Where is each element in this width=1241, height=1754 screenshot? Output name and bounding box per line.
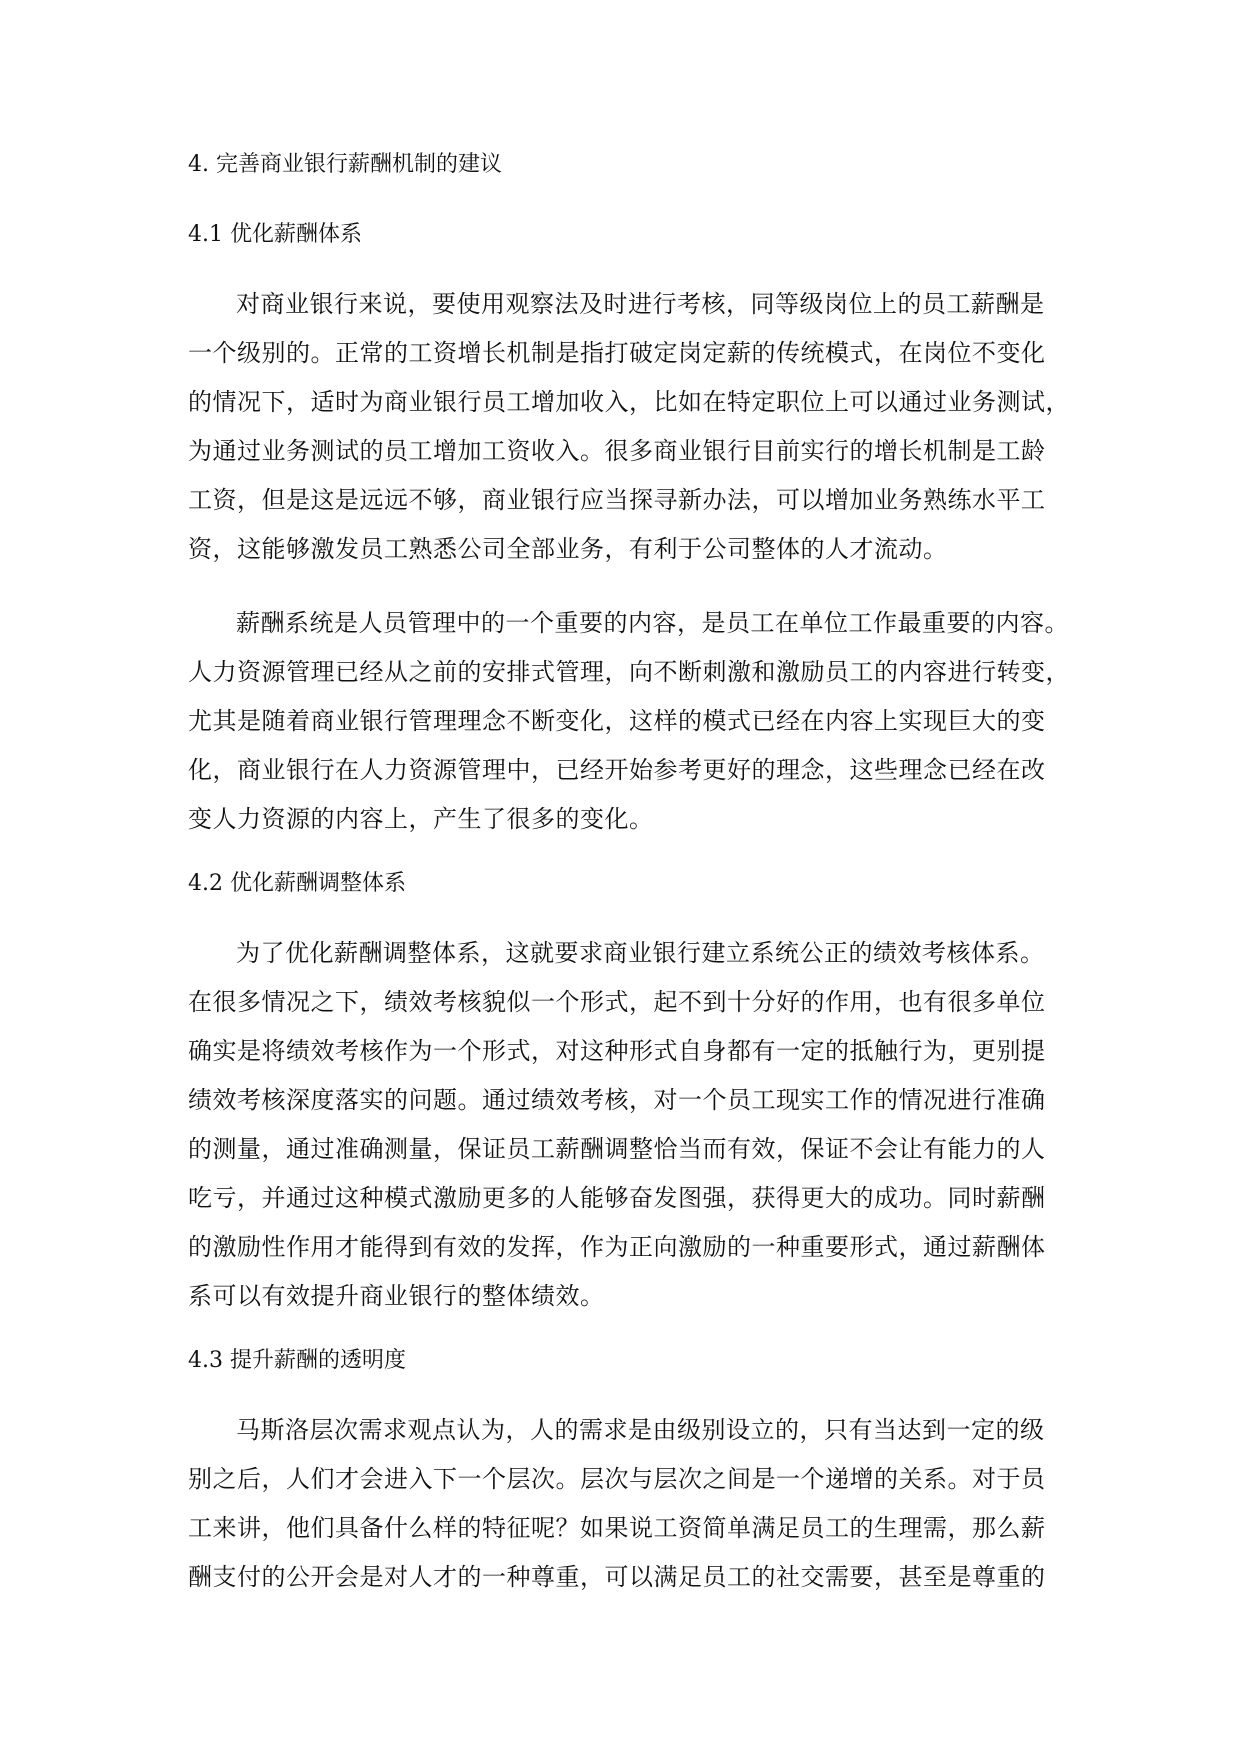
- paragraph-line: 人力资源管理已经从之前的安排式管理，向不断刺激和激励员工的内容进行转变，: [188, 658, 1070, 686]
- paragraph-line: 薪酬系统是人员管理中的一个重要的内容，是员工在单位工作最重要的内容。: [236, 609, 1069, 637]
- section-title: 4. 完善商业银行薪酬机制的建议: [188, 152, 502, 177]
- paragraph-line: 资，这能够激发员工熟悉公司全部业务，有利于公司整体的人才流动。: [188, 535, 948, 563]
- paragraph-line: 马斯洛层次需求观点认为，人的需求是由级别设立的，只有当达到一定的级: [236, 1416, 1045, 1444]
- body-paragraph: [188, 280, 1070, 574]
- sections-container: [188, 220, 1070, 1602]
- body-paragraph: [188, 599, 1070, 844]
- paragraph-line: 化，商业银行在人力资源管理中，已经开始参考更好的理念，这些理念已经在改: [188, 756, 1046, 784]
- subsection-heading: 4.2 优化薪酬调整体系: [188, 871, 406, 896]
- subsection-heading: 4.3 提升薪酬的透明度: [188, 1348, 406, 1373]
- paragraph-line: 尤其是随着商业银行管理理念不断变化，这样的模式已经在内容上实现巨大的变: [188, 707, 1046, 735]
- paragraph-line: 别之后，人们才会进入下一个层次。层次与层次之间是一个递增的关系。对于员: [188, 1465, 1046, 1493]
- paragraph-line: 对商业银行来说，要使用观察法及时进行考核，同等级岗位上的员工薪酬是: [236, 290, 1045, 318]
- paragraph-line: 为通过业务测试的员工增加工资收入。很多商业银行目前实行的增长机制是工龄: [188, 437, 1046, 465]
- paragraph-line: 确实是将绩效考核作为一个形式，对这种形式自身都有一定的抵触行为，更别提: [188, 1037, 1046, 1065]
- paragraph-line: 酬支付的公开会是对人才的一种尊重，可以满足员工的社交需要，甚至是尊重的: [188, 1563, 1046, 1591]
- paragraph-line: 绩效考核深度落实的问题。通过绩效考核，对一个员工现实工作的情况进行准确: [188, 1086, 1046, 1114]
- paragraph-line: 的测量，通过准确测量，保证员工薪酬调整恰当而有效，保证不会让有能力的人: [188, 1135, 1046, 1163]
- body-paragraph: [188, 1406, 1052, 1602]
- paragraph-line: 在很多情况之下，绩效考核貌似一个形式，起不到十分好的作用，也有很多单位: [188, 988, 1046, 1016]
- paragraph-line: 系可以有效提升商业银行的整体绩效。: [188, 1282, 605, 1310]
- paragraph-line: 为了优化薪酬调整体系，这就要求商业银行建立系统公正的绩效考核体系。: [236, 939, 1045, 967]
- body-paragraph: [188, 929, 1052, 1321]
- paragraph-line: 的情况下，适时为商业银行员工增加收入，比如在特定职位上可以通过业务测试，: [188, 388, 1070, 416]
- paragraph-line: 一个级别的。正常的工资增长机制是指打破定岗定薪的传统模式，在岗位不变化: [188, 339, 1046, 367]
- subsection-heading: 4.1 优化薪酬体系: [188, 222, 362, 247]
- paragraph-line: 变人力资源的内容上，产生了很多的变化。: [188, 805, 654, 833]
- paragraph-line: 工来讲，他们具备什么样的特征呢？如果说工资简单满足员工的生理需，那么薪: [188, 1514, 1046, 1542]
- paragraph-line: 吃亏，并通过这种模式激励更多的人能够奋发图强，获得更大的成功。同时薪酬: [188, 1184, 1046, 1212]
- document-page: [188, 150, 1070, 1627]
- paragraph-line: 工资，但是这是远远不够，商业银行应当探寻新办法，可以增加业务熟练水平工: [188, 486, 1046, 514]
- paragraph-line: 的激励性作用才能得到有效的发挥，作为正向激励的一种重要形式，通过薪酬体: [188, 1233, 1046, 1261]
